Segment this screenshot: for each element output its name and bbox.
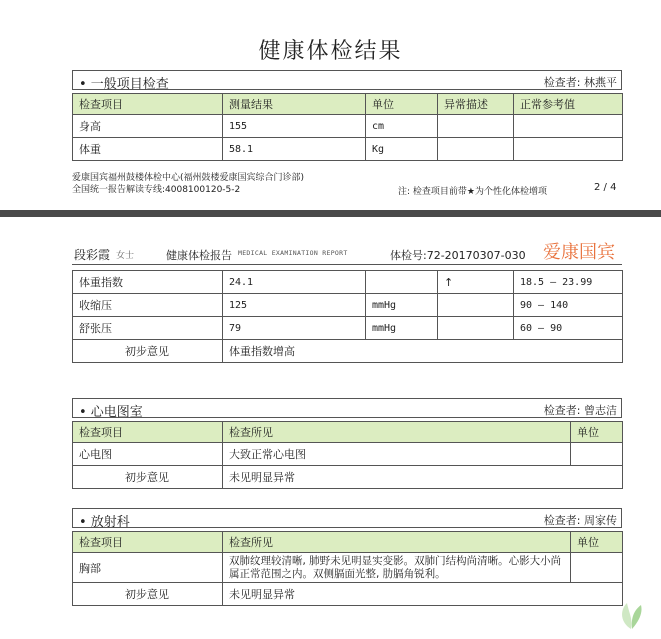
report-title-en: MEDICAL EXAMINATION REPORT: [238, 249, 348, 257]
table-row: [73, 317, 623, 340]
col-header: 检查所见: [223, 422, 571, 443]
header-rule: [72, 264, 622, 265]
cell-unit: cm: [366, 115, 438, 138]
radiology-table: [72, 531, 623, 606]
section-header-general: [72, 70, 622, 90]
opinion-text: 未见明显异常: [223, 583, 623, 606]
col-header: 异常描述: [438, 94, 514, 115]
col-header: 单位: [366, 94, 438, 115]
cell-result: 58.1: [223, 138, 366, 161]
hotline: 全国统一报告解读专线:4008100120-5-2: [72, 185, 241, 195]
general-cont-table: [72, 270, 623, 363]
cell-result: 24.1: [223, 271, 366, 294]
cell-result: 155: [223, 115, 366, 138]
opinion-text: 未见明显异常: [223, 466, 623, 489]
cell-item: 舒张压: [73, 317, 223, 340]
cell-item: 收缩压: [73, 294, 223, 317]
opinion-row: [73, 340, 623, 363]
opinion-row: [73, 466, 623, 489]
section-name: • 放射科: [79, 515, 130, 530]
opinion-label: 初步意见: [73, 583, 223, 606]
cell-unit: [571, 443, 623, 466]
table-header-row: [73, 94, 623, 115]
cell-ref: [514, 138, 623, 161]
col-header: 正常参考值: [514, 94, 623, 115]
cell-abnormal: [438, 115, 514, 138]
leaf-logo-icon: [613, 597, 649, 633]
patient-name: 段彩霞: [74, 248, 111, 262]
cell-abnormal: ↑: [438, 271, 514, 294]
cell-unit: Kg: [366, 138, 438, 161]
cell-unit: mmHg: [366, 294, 438, 317]
cell-result: 125: [223, 294, 366, 317]
cell-finding: 双肺纹理较清晰, 肺野未见明显实变影。双肺门结构尚清晰。心影大小尚属正常范围之内。双侧膈面光整, 肋膈角锐利。: [223, 553, 571, 583]
table-row: [73, 115, 623, 138]
cell-ref: 90 — 140: [514, 294, 623, 317]
cell-result: 79: [223, 317, 366, 340]
footer-center-info: [72, 172, 304, 196]
table-header-row: [73, 422, 623, 443]
col-header: 单位: [571, 422, 623, 443]
col-header: 测量结果: [223, 94, 366, 115]
cell-item: 体重: [73, 138, 223, 161]
cell-unit: [571, 553, 623, 583]
table-row: [73, 553, 623, 583]
cell-ref: 60 — 90: [514, 317, 623, 340]
brand-logo-text: 爱康国宾: [543, 242, 615, 263]
inspector: 检查者: 周家传: [543, 514, 617, 527]
center-name: 爱康国宾福州鼓楼体检中心(福州鼓楼爱康国宾综合门诊部): [72, 173, 305, 183]
table-header-row: [73, 532, 623, 553]
cell-item: 身高: [73, 115, 223, 138]
inspector: 检查者: 曾志洁: [543, 404, 617, 417]
opinion-label: 初步意见: [73, 340, 223, 363]
col-header: 检查项目: [73, 422, 223, 443]
table-row: [73, 294, 623, 317]
col-header: 检查所见: [223, 532, 571, 553]
page-number: 2 / 4: [594, 182, 617, 193]
inspector: 检查者: 林燕平: [543, 76, 617, 89]
cell-item: 体重指数: [73, 271, 223, 294]
opinion-row: [73, 583, 623, 606]
opinion-label: 初步意见: [73, 466, 223, 489]
cell-abnormal: [438, 317, 514, 340]
cell-ref: [514, 115, 623, 138]
cell-unit: mmHg: [366, 317, 438, 340]
ecg-table: [72, 421, 623, 489]
table-row: [73, 138, 623, 161]
col-header: 单位: [571, 532, 623, 553]
table-row: [73, 271, 623, 294]
section-header-radiology: [72, 508, 622, 528]
section-name: • 一般项目检查: [79, 77, 169, 92]
cell-finding: 大致正常心电图: [223, 443, 571, 466]
patient-gender: 女士: [116, 251, 135, 261]
cell-item: 胸部: [73, 553, 223, 583]
section-name: • 心电图室: [79, 405, 143, 420]
report-title: 健康体检报告: [166, 249, 232, 262]
footnote: 注: 检查项目前带★为个性化体检增项: [398, 187, 547, 197]
section-header-ecg: [72, 398, 622, 418]
col-header: 检查项目: [73, 532, 223, 553]
col-header: 检查项目: [73, 94, 223, 115]
general-table: [72, 93, 623, 161]
cell-item: 心电图: [73, 443, 223, 466]
page-divider: [0, 210, 661, 217]
page-title: 健康体检结果: [258, 39, 403, 64]
cell-unit: [366, 271, 438, 294]
exam-number: 体检号:72-20170307-030: [390, 249, 526, 262]
cell-abnormal: [438, 138, 514, 161]
cell-abnormal: [438, 294, 514, 317]
table-row: [73, 443, 623, 466]
cell-ref: 18.5 — 23.99: [514, 271, 623, 294]
opinion-text: 体重指数增高: [223, 340, 623, 363]
